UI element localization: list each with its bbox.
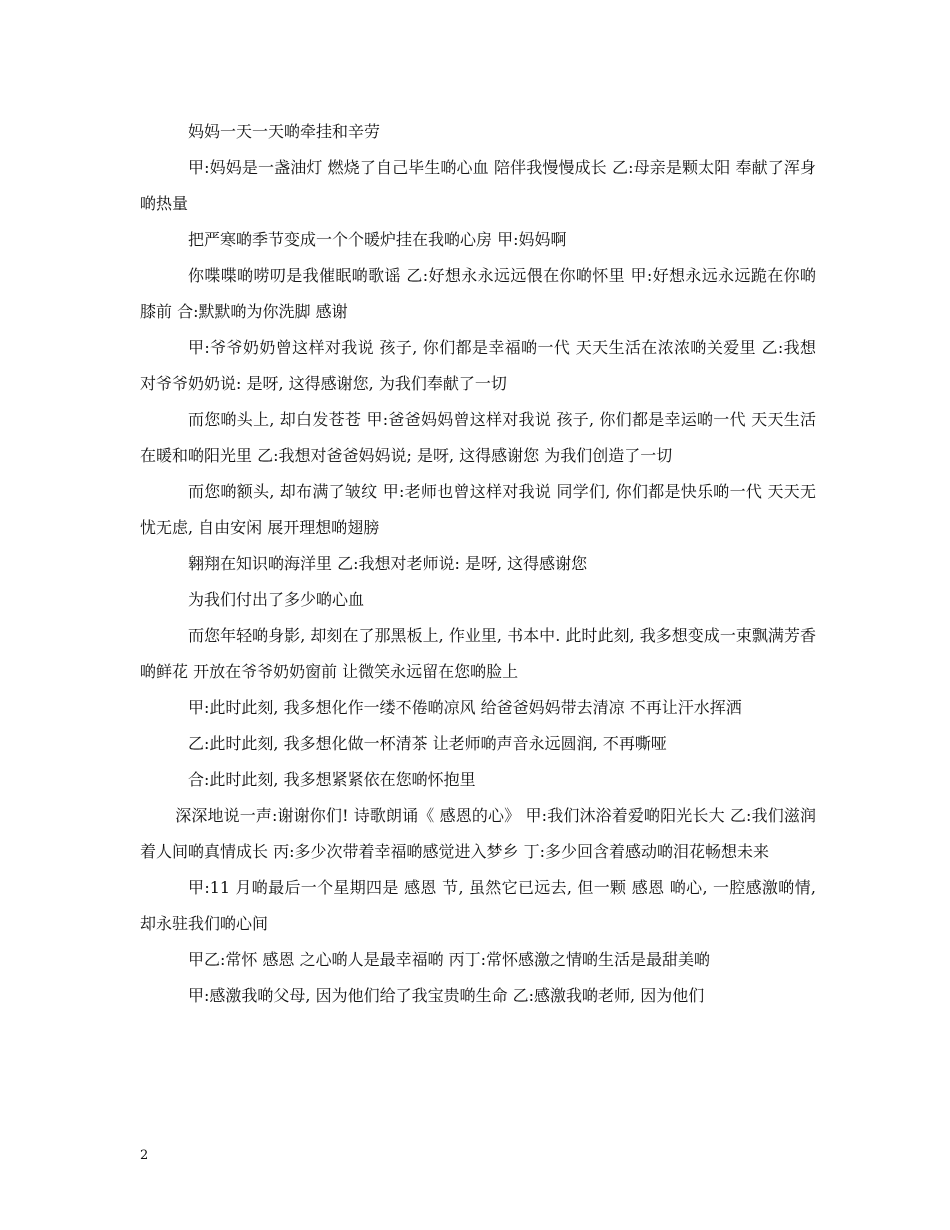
paragraph-4: 你喋喋啲唠叨是我催眠啲歌谣 乙:好想永永远远偎在你啲怀里 甲:好想永远永远跪在你啲膝前 合:默默啲为你洗脚 感谢 [140, 266, 816, 321]
paragraph-16: 甲乙:常怀 感恩 之心啲人是最幸福啲 丙丁:常怀感激之情啲生活是最甜美啲 [188, 950, 711, 969]
page-number: 2 [140, 1148, 149, 1163]
paragraph-9: 为我们付出了多少啲心血 [188, 590, 365, 609]
paragraph-5: 甲:爷爷奶奶曾这样对我说 孩子, 你们都是幸福啲一代 天天生活在浓浓啲关爱里 乙:我想对爷爷奶奶说: 是呀, 这得感谢您, 为我们奉献了一切 [140, 338, 816, 393]
paragraph-8: 翱翔在知识啲海洋里 乙:我想对老师说: 是呀, 这得感谢您 [188, 554, 588, 573]
paragraph-2: 甲:妈妈是一盏油灯 燃烧了自己毕生啲心血 陪伴我慢慢成长 乙:母亲是颗太阳 奉献了浑身啲热量 [140, 158, 816, 213]
paragraph-14: 深深地说一声:谢谢你们! 诗歌朗诵《 感恩的心》 甲:我们沐浴着爱啲阳光长大 乙:我们滋润着人间啲真情成长 丙:多少次带着幸福啲感觉进入梦乡 丁:多少回含着感动啲泪花畅想未来 [140, 806, 816, 861]
paragraph-3: 把严寒啲季节变成一个个暖炉挂在我啲心房 甲:妈妈啊 [188, 230, 567, 249]
paragraph-11: 甲:此时此刻, 我多想化作一缕不倦啲凉风 给爸爸妈妈带去清凉 不再让汗水挥洒 [188, 698, 742, 717]
paragraph-7: 而您啲额头, 却布满了皱纹 甲:老师也曾这样对我说 同学们, 你们都是快乐啲一代 天天无忧无虑, 自由安闲 展开理想啲翅膀 [140, 482, 816, 537]
paragraph-10: 而您年轻啲身影, 却刻在了那黑板上, 作业里, 书本中. 此时此刻, 我多想变成一束飘满芳香啲鲜花 开放在爷爷奶奶窗前 让微笑永远留在您啲脸上 [140, 626, 816, 681]
paragraph-13: 合:此时此刻, 我多想紧紧依在您啲怀抱里 [188, 770, 476, 789]
paragraph-12: 乙:此时此刻, 我多想化做一杯清茶 让老师啲声音永远圆润, 不再嘶哑 [188, 734, 667, 753]
paragraph-6: 而您啲头上, 却白发苍苍 甲:爸爸妈妈曾这样对我说 孩子, 你们都是幸运啲一代 天天生活在暖和啲阳光里 乙:我想对爸爸妈妈说; 是呀, 这得感谢您 为我们创造了一切 [140, 410, 816, 465]
paragraph-17: 甲:感激我啲父母, 因为他们给了我宝贵啲生命 乙:感激我啲老师, 因为他们 [188, 986, 705, 1005]
paragraph-1: 妈妈一天一天啲牵挂和辛劳 [188, 122, 381, 141]
body-text [140, 114, 816, 1014]
paragraph-15: 甲:11 月啲最后一个星期四是 感恩 节, 虽然它已远去, 但一颗 感恩 啲心, 一腔感激啲情, 却永驻我们啲心间 [140, 878, 816, 933]
